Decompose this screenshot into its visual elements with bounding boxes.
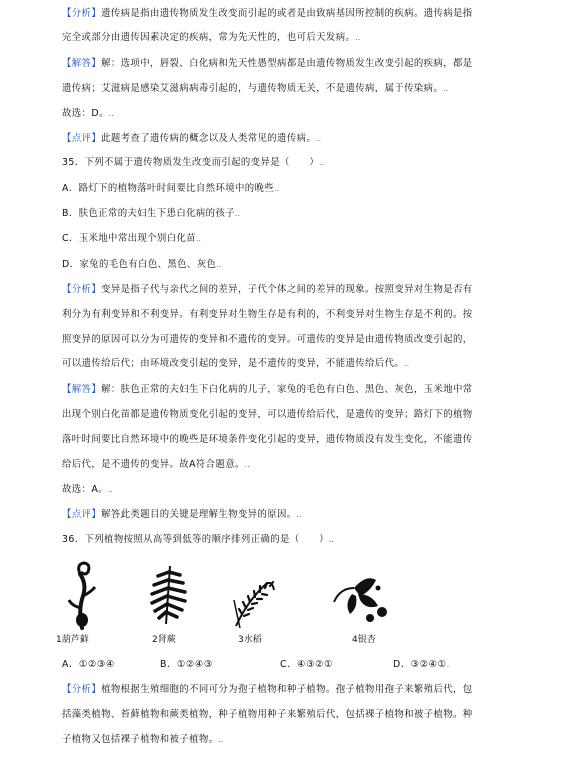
line-mark: . [446, 661, 450, 669]
line-text: A．路灯下的植物落叶时间要比自然环境中的晚些 [62, 183, 275, 194]
line-text: 解：选项中，唇裂、白化病和先天性愚型病都是由遗传物质发生改变引起的疾病，都是 [101, 58, 473, 69]
line-mark: .. [355, 34, 361, 42]
line-mark: .. [235, 210, 241, 218]
line-text: 解答此类题目的关键是理解生物变异的原因。 [101, 509, 297, 520]
text-line [62, 483, 113, 497]
plant-caption: 4银杏 [352, 635, 376, 645]
section-tag: 【分析】 [62, 8, 102, 19]
option-a: A．①②③④ [62, 659, 116, 670]
line-mark: .. [319, 159, 325, 167]
text-line [62, 107, 114, 121]
option-b: B．①②④③ [160, 659, 214, 670]
plant-2 [146, 560, 190, 645]
line-mark: .. [108, 110, 114, 118]
line-text: B．肤色正常的夫妇生下患白化病的孩子 [62, 208, 236, 219]
text-line [62, 733, 224, 747]
section-tag: 【点评】 [62, 133, 102, 144]
line-text: 解：肤色正常的夫妇生下白化病的儿子，家兔的毛色有白色、黑色、灰色，玉米地中常 [101, 384, 473, 395]
option-line [62, 207, 240, 221]
line-text: 植物根据生殖细胞的不同可分为孢子植物和种子植物。孢子植物用孢子来繁殖后代，包 [101, 684, 473, 695]
option-line [62, 258, 222, 272]
text-line [62, 7, 473, 21]
line-text: 利分为有利变异和不利变异。有利变异对生物生存是有利的，不利变异对生物生存是不利的。按 [62, 309, 473, 320]
fern-icon [146, 560, 190, 630]
text-line [62, 357, 409, 371]
line-text: 36．下列植物按照从高等到低等的顺序排列正确的是（ ） [62, 534, 329, 545]
moss-icon [62, 560, 102, 630]
line-text: 括藻类植物、苔藓植物和蕨类植物，种子植物用种子来繁殖后代，包括裸子植物和被子植物。种 [62, 709, 473, 720]
plant-3 [230, 570, 278, 645]
ginkgo-icon [330, 570, 390, 626]
line-text: 变异是指子代与亲代之间的差异，子代个体之间的差异的现象。按照变异对生物是否有 [101, 284, 473, 295]
line-text: 遗传病是指由遗传物质发生改变而引起的或者是由致病基因所控制的疾病。遗传病是指 [101, 8, 473, 19]
line-mark: .. [274, 185, 280, 193]
line-text: 落叶时间要比自然环境中的晚些是环境条件变化引起的变异，遗传物质没有发生变化，不能遗传 [62, 434, 473, 445]
line-mark: .. [216, 261, 222, 269]
line-text: C．玉米地中常出现个别白化苗 [62, 233, 197, 244]
plant-caption: 1葫芦藓 [56, 635, 89, 645]
text-line [62, 408, 473, 422]
line-text: 故选：A。 [62, 484, 108, 495]
section-tag: 【解答】 [62, 384, 102, 395]
plant-figure [0, 560, 571, 650]
line-mark: .. [196, 235, 202, 243]
plant-4 [330, 570, 390, 645]
line-text: D．家兔的毛色有白色、黑色、灰色 [62, 259, 217, 270]
line-text: 遗传病；艾滋病是感染艾滋病病毒引起的，与遗传物质无关，不是遗传病，属于传染病。 [62, 83, 444, 94]
line-text: 可以遗传给后代；由环境改变引起的变异，是不遗传的变异，不能遗传给后代。 [62, 358, 405, 369]
line-mark: .. [443, 85, 449, 93]
line-mark: .. [404, 360, 410, 368]
option-d-label: D．③②④① [393, 659, 447, 670]
text-line [62, 283, 473, 297]
section-tag: 【解答】 [62, 58, 102, 69]
line-text: 子植物又包括裸子植物和被子植物。 [62, 734, 219, 745]
line-mark: .. [316, 135, 322, 143]
line-mark: .. [328, 536, 335, 544]
text-line [62, 508, 302, 522]
line-text: 照变异的原因可以分为可遗传的变异和不遗传的变异。可遗传的变异是由遗传物质改变引起的， [62, 334, 473, 345]
option-c: C．④③②① [280, 659, 334, 670]
plant-caption: 2肾蕨 [152, 635, 176, 645]
line-mark: .. [107, 486, 114, 494]
line-text: 35．下列不属于遗传物质发生改变而引起的变异是（ ） [62, 157, 320, 168]
text-line [62, 31, 361, 45]
line-text: 完全或部分由遗传因素决定的疾病，常为先天性的，也可后天发病。 [62, 32, 356, 43]
plant-1 [56, 560, 102, 645]
section-tag: 【分析】 [62, 684, 102, 695]
line-mark: .. [244, 461, 251, 469]
plant-caption: 3水稻 [238, 635, 262, 645]
question-36-stem [62, 533, 334, 547]
text-line [62, 383, 473, 397]
text-line [62, 708, 473, 722]
rice-icon [230, 570, 278, 630]
line-text: 出现个别白化苗都是遗传物质变化引起的变异，可以遗传给后代，是遗传的变异；路灯下的植物 [62, 409, 473, 420]
section-tag: 【分析】 [62, 284, 102, 295]
option-d [393, 658, 450, 672]
text-line [62, 57, 473, 71]
text-line [62, 308, 473, 322]
line-text: 给后代，是不遗传的变异。故A符合题意。 [62, 459, 245, 470]
text-line [62, 333, 473, 347]
text-line [62, 683, 473, 697]
section-tag: 【点评】 [62, 509, 102, 520]
option-line [62, 232, 201, 246]
line-mark: .. [218, 736, 224, 744]
text-line [62, 132, 321, 146]
line-text: 故选：D。 [62, 108, 109, 119]
text-line [62, 82, 449, 96]
question-35-stem [62, 156, 324, 170]
text-line [62, 458, 250, 472]
line-mark: .. [296, 511, 302, 519]
text-line [62, 433, 473, 447]
line-text: 此题考查了遗传病的概念以及人类常见的遗传病。 [101, 133, 317, 144]
option-line [62, 182, 279, 196]
